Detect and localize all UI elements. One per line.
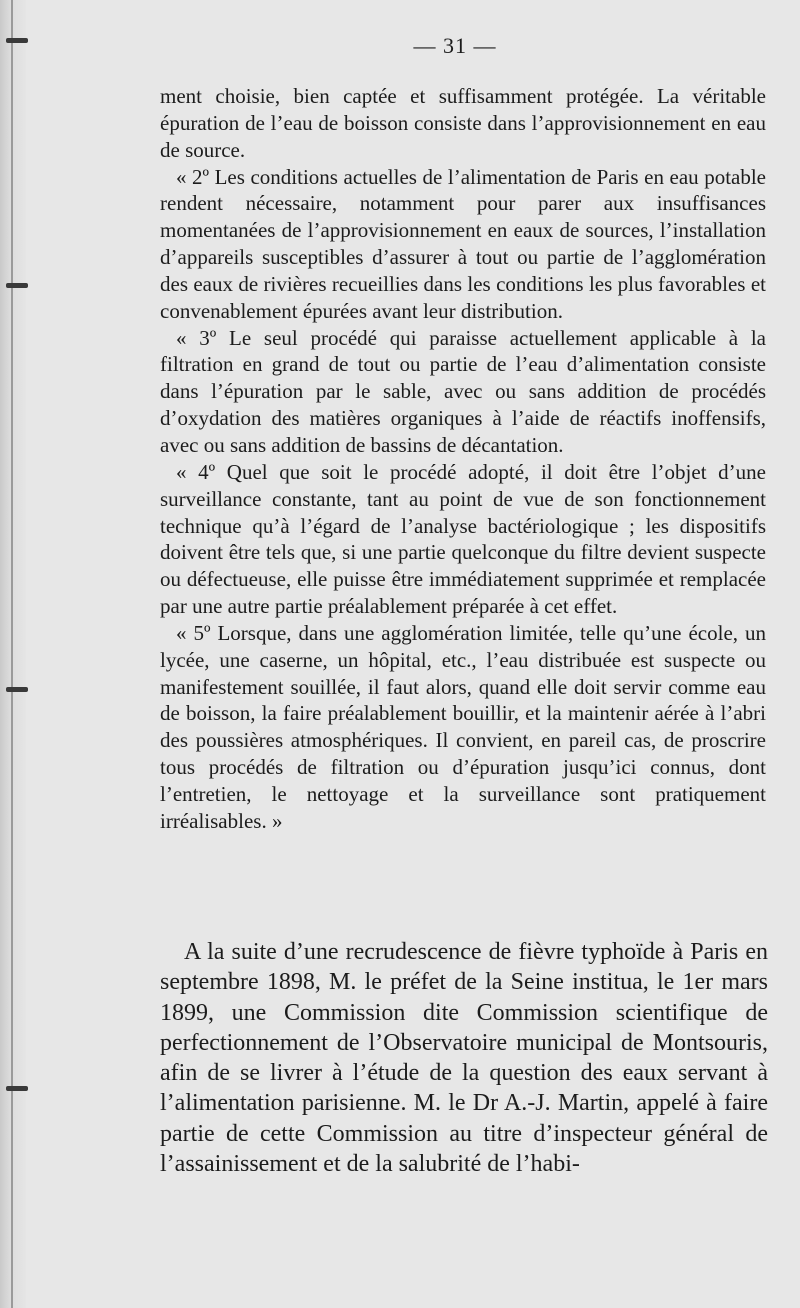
quote-point-2: « 2º Les conditions actuelles de l’alimentation de Paris en eau potable rendent nécessaire, notamment pour parer aux insuffisances momentanées de l’approvisionnement en eaux de sources, l’installation d’appareils susceptibles d’assurer à tout ou partie de l’agglomération des eaux de rivières recueillies dans les conditions les plus favorables et convenablement épurées avant leur distribution. xyxy=(160,164,766,323)
binding-thread-mark xyxy=(6,283,28,288)
quote-point-5: « 5º Lorsque, dans une agglomération limitée, telle qu’une école, un lycée, une caserne, un hôpital, etc., l’eau distribuée est suspecte ou manifestement souillée, il faut alors, quand elle doit servir comme eau de boisson, la faire préalablement bouillir, et la maintenir aérée à l’abri des poussières atmosphériques. Il convient, en pareil cas, de proscrire tous procédés de filtration ou d’épuration jusqu’ici connus, dont l’entretien, le nettoyage et la surveillance sont pratiquement irréalisables. » xyxy=(160,620,766,833)
page-number: — 31 — xyxy=(413,33,497,58)
body-paragraph: A la suite d’une recrudescence de fièvre typhoïde à Paris en septembre 1898, M. le préfet de la Seine institua, le 1er mars 1899, une Commission dite Commission scientifique de perfectionnement de l’Observatoire municipal de Montsouris, afin de se livrer à l’étude de la question des eaux servant à l’alimentation parisienne. M. le Dr A.-J. Martin, appelé à faire partie de cette Commission au titre d’inspecteur général de l’assainissement et de la salubrité de l’habi- xyxy=(160,939,768,1178)
quote-point-4: « 4º Quel que soit le procédé adopté, il doit être l’objet d’une surveillance constante, tant au point de vue de son fonctionnement technique qu’à l’égard de l’analyse bactériologique ; les dispositifs doivent être tels que, si une partie quelconque du filtre devient suspecte ou défectueuse, elle puisse être immédiatement supprimée et remplacée par une autre partie préalablement préparée à cet effet. xyxy=(160,459,766,619)
binding-thread-mark xyxy=(6,687,28,692)
binding-thread-mark xyxy=(6,1086,28,1091)
quoted-conclusions xyxy=(160,83,766,835)
binding-fold-line xyxy=(11,0,13,1308)
quote-point-3: « 3º Le seul procédé qui paraisse actuellement applicable à la filtration en grand de tout ou partie de l’eau d’alimentation consiste dans l’épuration par le sable, avec ou sans addition de procédés d’oxydation des matières organiques à l’aide de réactifs inoffensifs, avec ou sans addition de bassins de décantation. xyxy=(160,325,766,457)
main-text xyxy=(160,937,768,1179)
page-binding-edge xyxy=(0,0,26,1308)
quote-intro-paragraph: ment choisie, bien captée et suffisamment protégée. La véritable épuration de l’eau de boisson consiste dans l’approvisionnement en eau de source. xyxy=(160,84,766,162)
